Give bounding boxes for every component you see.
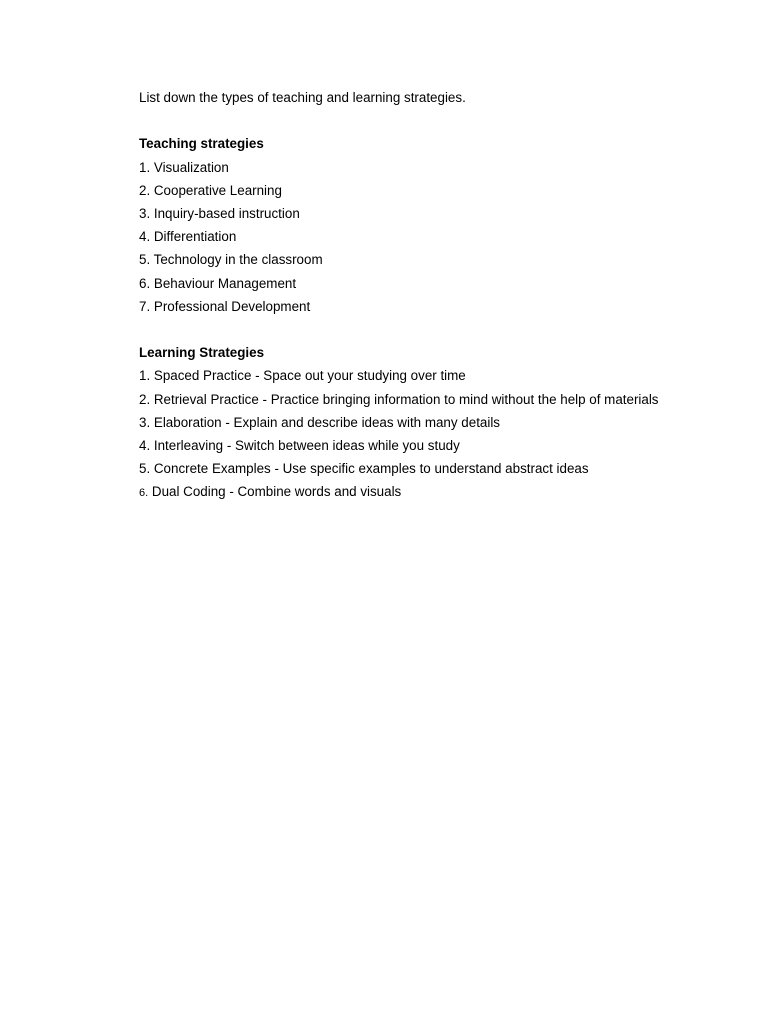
spacer — [139, 318, 674, 341]
teaching-item: 1. Visualization — [139, 159, 229, 175]
learning-item: 4. Interleaving - Switch between ideas while you study — [139, 438, 460, 454]
learning-item-number: 6. — [139, 487, 149, 500]
teaching-item: 2. Cooperative Learning — [139, 182, 282, 198]
teaching-item: 4. Differentiation — [139, 229, 237, 245]
learning-item: 2. Retrieval Practice - Practice bringing information to mind without the help of materials — [139, 391, 659, 407]
learning-item: 1. Spaced Practice - Space out your studying over time — [139, 368, 466, 384]
teaching-item: 7. Professional Development — [139, 298, 311, 314]
learning-item-last — [139, 480, 674, 505]
learning-item-text: Dual Coding - Combine words and visuals — [148, 484, 402, 500]
teaching-item: 5. Technology in the classroom — [139, 252, 323, 268]
teaching-item: 6. Behaviour Management — [139, 275, 297, 291]
teaching-item: 3. Inquiry-based instruction — [139, 206, 300, 221]
document-body — [139, 86, 674, 506]
intro-text: List down the types of teaching and learning strategies. — [139, 90, 466, 105]
teaching-strategies-heading: Teaching strategies — [139, 136, 264, 152]
learning-item: 3. Elaboration - Explain and describe ideas with many details — [139, 414, 501, 430]
learning-item: 5. Concrete Examples - Use specific examples to understand abstract ideas — [139, 461, 589, 477]
learning-strategies-heading: Learning Strategies — [139, 345, 265, 361]
spacer — [139, 109, 674, 132]
